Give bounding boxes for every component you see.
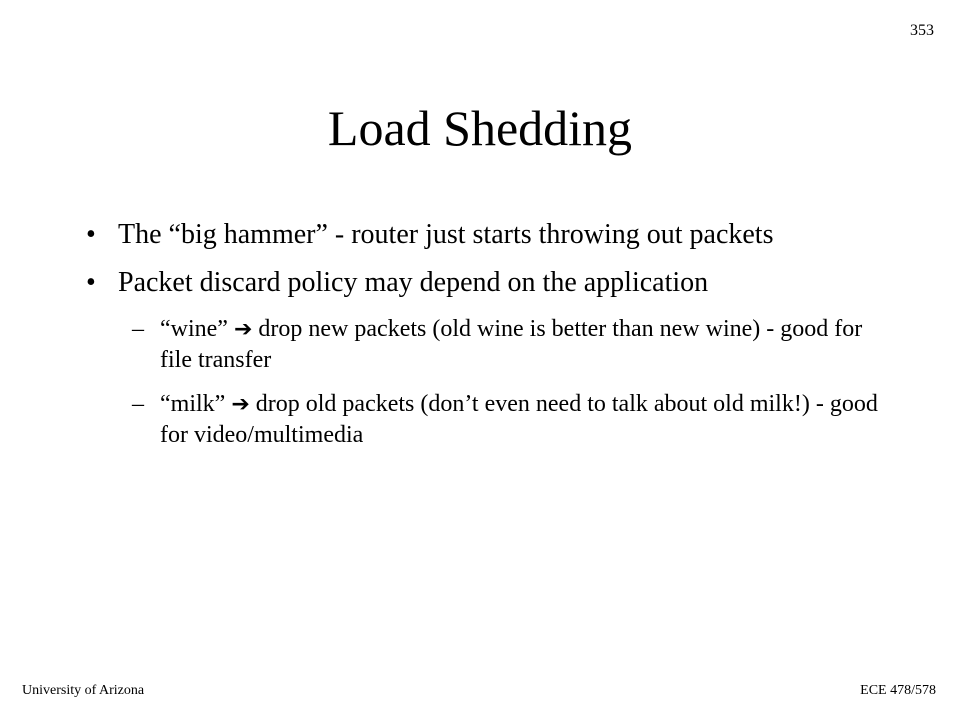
footer-course: ECE 478/578 — [860, 683, 936, 698]
right-arrow-icon: ➔ — [233, 317, 253, 342]
page-number: 353 — [910, 22, 934, 39]
sub-bullet-marker: – — [132, 316, 144, 342]
bullet-item — [86, 218, 886, 252]
sub-bullet-term: “milk” — [160, 391, 226, 417]
slide-body — [86, 218, 886, 464]
footer-institution: University of Arizona — [22, 683, 145, 698]
bullet-text: Packet discard policy may depend on the application — [118, 267, 709, 298]
sub-bullet-text: drop old packets (don’t even need to talk about old milk!) - good for video/multimedia — [160, 391, 878, 448]
bullet-marker: • — [86, 219, 96, 250]
right-arrow-icon: ➔ — [231, 392, 250, 417]
bullet-item — [86, 266, 886, 300]
slide-title: Load Shedding — [327, 100, 633, 156]
sub-bullet-term: “wine” — [160, 316, 228, 342]
sub-bullet-text: drop new packets (old wine is better than new wine) - good for file transfer — [160, 316, 863, 373]
sub-bullet-item — [132, 389, 886, 450]
sub-bullet-marker: – — [132, 391, 144, 417]
bullet-text: The “big hammer” - router just starts throwing out packets — [118, 219, 774, 250]
bullet-marker: • — [86, 267, 96, 298]
sub-bullet-item — [132, 314, 886, 375]
